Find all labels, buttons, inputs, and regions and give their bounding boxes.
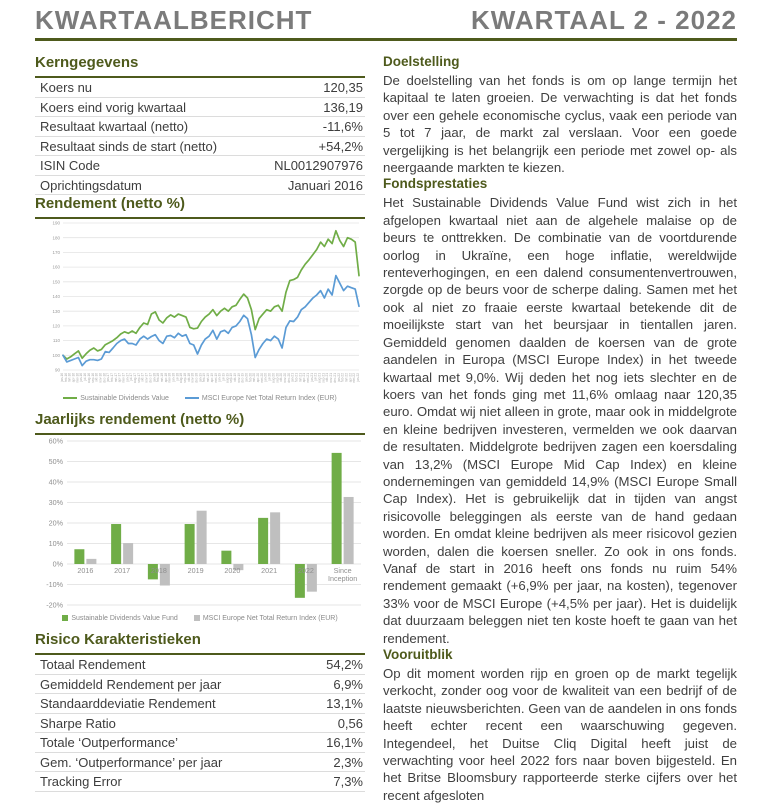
svg-text:30%: 30% [48,497,63,507]
row-value: 16,1% [326,735,363,751]
svg-text:sep-18: sep-18 [183,373,188,383]
svg-text:140: 140 [52,294,60,300]
svg-text:2019: 2019 [187,566,204,575]
table-row [35,78,365,98]
svg-text:190: 190 [52,220,60,226]
svg-text:mei-19: mei-19 [213,373,218,383]
risico-table [35,653,365,792]
svg-text:mrt-22: mrt-22 [344,373,349,383]
bar [123,543,133,564]
table-row [35,675,365,695]
svg-text:nov-16: nov-16 [98,373,103,383]
right-column [383,54,737,804]
svg-text:feb-21: feb-21 [294,373,299,383]
legend-label: Sustainable Dividends Value Fund [71,614,178,622]
svg-text:aug-16: aug-16 [86,373,91,383]
legend-item [194,615,338,622]
row-value: 120,35 [323,80,363,96]
table-row [35,137,365,157]
svg-text:dec-16: dec-16 [102,373,107,383]
row-value: 2,3% [333,754,363,770]
row-value: 7,3% [333,774,363,790]
svg-text:50%: 50% [48,456,63,466]
svg-text:aug-18: aug-18 [179,373,184,383]
row-label: Resultaat sinds de start (netto) [40,138,218,154]
svg-text:aug-20: aug-20 [271,373,276,383]
svg-text:10%: 10% [48,538,63,548]
table-row [35,98,365,118]
legend-label: MSCI Europe Net Total Return Index (EUR) [202,614,338,622]
svg-text:jan-18: jan-18 [152,373,157,382]
legend-label: Sustainable Dividends Value [80,394,169,402]
svg-text:sep-19: sep-19 [229,373,234,383]
row-label: Koers eind vorig kwartaal [40,99,186,115]
kerngegevens-table [35,76,365,195]
svg-text:jan-22: jan-22 [336,373,341,382]
svg-text:20%: 20% [48,518,63,528]
svg-text:nov-19: nov-19 [236,373,241,383]
line-series [63,231,359,359]
row-label: Totale ‘Outperformance’ [40,735,179,751]
svg-text:okt-19: okt-19 [232,373,237,382]
row-value: Januari 2016 [287,177,363,193]
bar-series [74,453,341,598]
svg-text:jan-19: jan-19 [198,373,203,382]
svg-text:nov-17: nov-17 [144,373,149,383]
doelstelling-body: De doelstelling van het fonds is om op lange termijn het kapitaal te laten groeien. De verwachting is dat het fonds over een gehele economische cyclus, vaak een periode van 5 tot 7 jaar, de markt zal verslaan. Voor een goede vergelijking is het belangrijk een periode met zowel op- als neergaande markten te kiezen. [383,73,737,176]
svg-text:jul-21: jul-21 [313,373,318,381]
svg-text:apr-21: apr-21 [302,373,307,383]
svg-text:jul-19: jul-19 [221,373,226,381]
svg-text:jul-16: jul-16 [83,373,88,381]
row-label: Totaal Rendement [40,657,146,673]
svg-text:feb-18: feb-18 [156,373,161,383]
legend-item [185,395,337,402]
svg-text:mei-18: mei-18 [167,373,172,383]
risico-heading: Risico Karakteristieken [35,631,201,648]
svg-text:okt-17: okt-17 [140,373,145,382]
svg-text:90: 90 [54,367,60,373]
svg-text:sep-16: sep-16 [90,373,95,383]
svg-text:nov-20: nov-20 [282,373,287,383]
bar-series [86,497,353,592]
svg-text:jul-17: jul-17 [129,373,134,381]
kerngegevens-heading: Kerngegevens [35,54,139,71]
svg-text:jun-20: jun-20 [263,373,268,382]
svg-text:-20%: -20% [46,600,63,610]
svg-text:apr-22: apr-22 [348,373,353,383]
svg-text:dec-18: dec-18 [194,373,199,383]
rendement-chart-heading: Rendement (netto %) [35,195,185,212]
svg-text:nov-18: nov-18 [190,373,195,383]
row-value: 0,56 [337,715,363,731]
svg-text:aug-21: aug-21 [317,373,322,383]
report-period: KWARTAAL 2 - 2022 [471,5,737,35]
svg-text:feb-17: feb-17 [109,373,114,383]
row-label: Sharpe Ratio [40,715,116,731]
header-divider [35,38,737,41]
bar [270,512,280,564]
svg-text:jun-18: jun-18 [171,373,176,382]
svg-text:mrt-16: mrt-16 [67,373,72,383]
row-label: Gemiddeld Rendement per jaar [40,676,222,692]
table-row [35,714,365,734]
svg-text:feb-22: feb-22 [340,373,345,383]
legend-marker-icon [63,397,77,399]
fondsprestaties-body: Het Sustainable Dividends Value Fund wist zich in het afgelopen kwartaal niet aan de algehele malaise op de beurs te onttrekken. De combinatie van de voortdurende oorlog in Ukraïne, een hoge inflatie, wereldwijde renteverhogingen, en een dalend consumentenvertrouwen, zorgde op de beurs voor de scherpe daling. Samen met het ook al niet zo fraaie eerste kwartaal betekende dit de moeilijkste start van het beursjaar in tientallen jaren. Gemiddeld genomen daalden de koersen van de grote aandelen in Europa (MSCI Europe Index) in het tweede kwartaal met 9,0%. Wij deden het nog iets slechter en de koers van het fonds ging met 11,6% omlaag naar 120,35 euro. Omdat wij niet alleen in grote, maar ook in middelgrote en kleine bedrijven investeren, vermelden we ook daarvan de resultaten. Middelgrote bedrijven zagen een koersdaling van 13,2% (MSCI Europe Mid Cap Index) en kleine ondernemingen van gemiddeld 14,9% (MSCI Europe Small Cap Index). Het is gebruikelijk dat in tijden van angst risicovolle beleggingen als eerste van de hand gedaan worden. En omdat kleine bedrijven als meer risicovol gezien worden, dalen die koersen sneller. Zo ook in ons fonds. Vanaf de start in 2016 heeft ons fonds nu ruim 54% rendement gemaakt (+6,9% per jaar, na kosten), tegenover 33% voor de MSCI Europe (+4,5% per jaar). Het is duidelijk dat duurzaam beleggen niet ten koste hoeft te gaan van het rendement. [383,195,737,646]
bar [185,524,195,564]
svg-text:jun-19: jun-19 [217,373,222,382]
svg-text:sep-17: sep-17 [136,373,141,383]
svg-text:jul-18: jul-18 [175,373,180,381]
bar [86,559,96,564]
jaarlijks-chart-heading: Jaarlijks rendement (netto %) [35,411,245,428]
svg-text:sep-20: sep-20 [275,373,280,383]
svg-text:jan-16: jan-16 [60,373,64,382]
svg-text:-10%: -10% [46,579,63,589]
vooruitblik-body: Op dit moment worden rijp en groen op de markt tegelijk verkocht, zonder oog voor de kwaliteit van een bedrijf of de laatste nieuwsberichten. Geen van de aandelen in ons fonds heeft echter recent een waarschuwing gegeven. Integendeel, het Duitse Cliq Digital heeft juist de verwachting voor heel 2022 fors naar boven bijgesteld. En het Britse Bloomsbury rapporteerde sterke cijfers over het recent afgesloten [383,666,737,803]
table-row [35,753,365,773]
jaarlijks-chart-divider [35,433,365,435]
svg-text:jun-21: jun-21 [309,373,314,382]
svg-text:jun-17: jun-17 [125,373,130,382]
svg-text:0%: 0% [52,559,63,569]
row-value: 13,1% [326,696,363,712]
table-row [35,176,365,196]
svg-text:100: 100 [52,352,60,358]
table-row [35,655,365,675]
table-row [35,156,365,176]
row-value: 54,2% [326,657,363,673]
row-value: 136,19 [323,99,363,115]
svg-text:mei-17: mei-17 [121,373,126,383]
svg-text:mei-21: mei-21 [306,373,311,383]
bar [258,518,268,564]
svg-text:apr-18: apr-18 [163,373,168,383]
bar [74,549,84,564]
row-label: Koers nu [40,80,93,96]
svg-text:dec-20: dec-20 [286,373,291,383]
line-series [63,276,359,366]
svg-text:SinceInception: Since Inception [328,566,358,583]
rendement-line-chart [35,220,365,392]
svg-text:mei-20: mei-20 [259,373,264,383]
svg-text:apr-16: apr-16 [71,373,76,383]
svg-text:jan-17: jan-17 [106,373,111,382]
row-label: ISIN Code [40,158,100,174]
svg-text:170: 170 [52,250,60,255]
svg-text:okt-18: okt-18 [186,373,191,382]
svg-text:150: 150 [52,279,60,285]
svg-text:apr-20: apr-20 [256,373,261,383]
legend-item [62,615,178,622]
svg-text:jan-21: jan-21 [290,373,295,382]
table-row [35,694,365,714]
svg-text:jun-22: jun-22 [356,373,360,382]
bar [221,551,231,564]
svg-text:mrt-19: mrt-19 [206,373,211,383]
svg-text:mei-22: mei-22 [352,373,357,383]
bar [111,524,121,564]
legend-marker-icon [62,615,68,621]
svg-text:dec-17: dec-17 [148,373,153,383]
svg-text:apr-19: apr-19 [209,373,214,383]
svg-text:110: 110 [52,338,60,344]
svg-text:mrt-20: mrt-20 [252,373,257,383]
row-label: Resultaat kwartaal (netto) [40,119,189,135]
report-title: KWARTAALBERICHT [35,5,313,35]
bar-chart-legend [35,613,365,623]
svg-text:dec-21: dec-21 [332,373,337,383]
table-row [35,733,365,753]
line-chart-legend [35,393,365,403]
jaarlijks-bar-chart [35,436,365,612]
row-label: Gem. ‘Outperformance’ per jaar [40,754,223,770]
row-label: Oprichtingsdatum [40,177,142,193]
fondsprestaties-heading: Fondsprestaties [383,176,488,192]
bar [197,511,207,564]
svg-text:feb-19: feb-19 [202,373,207,383]
svg-text:jan-20: jan-20 [244,373,249,382]
svg-text:2017: 2017 [114,566,131,575]
svg-text:aug-19: aug-19 [225,373,230,383]
svg-text:160: 160 [52,264,60,270]
svg-text:2018: 2018 [150,566,167,575]
legend-item [63,395,169,402]
svg-text:mei-16: mei-16 [75,373,80,383]
svg-text:feb-16: feb-16 [63,373,68,383]
svg-text:jul-20: jul-20 [267,373,272,381]
bar [344,497,354,564]
svg-text:aug-17: aug-17 [133,373,138,383]
legend-marker-icon [194,615,200,621]
legend-label: MSCI Europe Net Total Return Index (EUR) [201,394,337,402]
row-value: 6,9% [333,676,363,692]
svg-text:jun-16: jun-16 [79,373,84,382]
table-row [35,117,365,137]
svg-text:apr-17: apr-17 [117,373,122,383]
svg-text:okt-16: okt-16 [94,373,99,382]
row-value: +54,2% [318,138,363,154]
svg-text:130: 130 [52,308,60,314]
svg-text:2020: 2020 [224,566,241,575]
report-header [35,6,737,34]
left-column [35,54,365,804]
svg-text:180: 180 [52,235,60,241]
row-label: Standaarddeviatie Rendement [40,696,216,712]
row-value: -11,6% [322,119,363,135]
row-value: NL0012907976 [274,158,363,174]
svg-text:2022: 2022 [297,566,314,575]
svg-text:40%: 40% [48,477,63,487]
svg-text:dec-19: dec-19 [240,373,245,383]
bar [332,453,342,564]
svg-text:60%: 60% [48,436,63,446]
svg-text:nov-21: nov-21 [329,373,334,383]
svg-text:okt-21: okt-21 [325,373,330,382]
vooruitblik-heading: Vooruitblik [383,647,453,662]
table-row [35,772,365,792]
svg-text:120: 120 [52,323,60,329]
svg-text:mrt-17: mrt-17 [113,373,118,383]
row-label: Tracking Error [40,774,122,790]
svg-text:mrt-21: mrt-21 [298,373,303,383]
rendement-chart-divider [35,217,365,219]
svg-text:mrt-18: mrt-18 [159,373,164,383]
svg-text:2016: 2016 [77,566,94,575]
svg-text:sep-21: sep-21 [321,373,326,383]
legend-marker-icon [185,397,199,399]
svg-text:2021: 2021 [261,566,278,575]
svg-text:feb-20: feb-20 [248,373,253,383]
svg-text:okt-20: okt-20 [279,373,284,382]
doelstelling-heading: Doelstelling [383,54,460,69]
